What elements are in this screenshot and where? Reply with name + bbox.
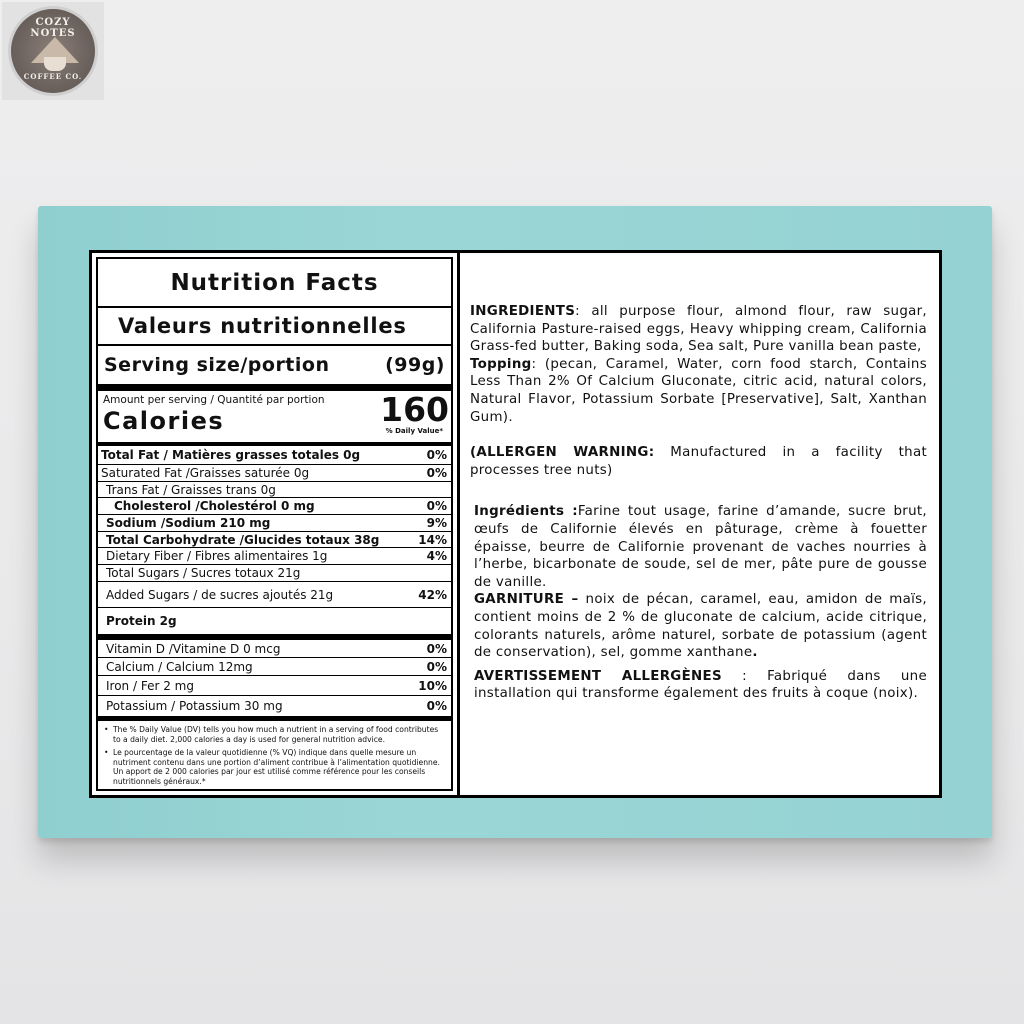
vitamin-rows <box>98 634 451 716</box>
amount-per-serving: Amount per serving / Quantité par portion <box>103 394 325 406</box>
nutrient-row: Trans Fat / Graisses trans 0g <box>98 482 451 498</box>
garniture-fr: GARNITURE – noix de pécan, caramel, eau, amidon de maïs, contient moins de 2 % de gluconate de calcium, acide citrique, colorants naturels, arôme naturel, sorbate de potassium (agent de conservation), sel, gomme xanthane. <box>474 592 927 661</box>
vitamin-row: Calcium / Calcium 12mg 0% <box>98 658 451 676</box>
nutrition-title-fr: Valeurs nutritionnelles <box>98 306 451 344</box>
nutrient-row: Total Fat / Matières grasses totales 0g 0% <box>98 446 451 465</box>
vitamin-row: Iron / Fer 2 mg 10% <box>98 676 451 696</box>
logo-bottom-text: COFFEE CO. <box>23 72 83 81</box>
nutrition-title-en: Nutrition Facts <box>170 270 379 296</box>
nutrient-rows <box>98 442 451 634</box>
topping-en: Topping: (pecan, Caramel, Water, corn food starch, Contains Less Than 2% Of Calcium Gluconate, citric acid, natural colors, Natural Flavor, Potassium Sorbate [Preservative], Salt, Xanthan Gum). <box>470 356 927 425</box>
serving-label: Serving size/portion <box>104 354 330 376</box>
nutrient-row: Cholesterol /Cholestérol 0 mg 0% <box>98 498 451 515</box>
calories-value: 160 <box>380 390 449 429</box>
calories-label: Calories <box>103 407 225 435</box>
calories-block <box>98 384 451 442</box>
serving-value: (99g) <box>385 354 445 376</box>
serving-size <box>98 344 451 384</box>
panel-divider <box>457 253 460 795</box>
ingredients-fr: Ingrédients :Farine tout usage, farine d’amande, sucre brut, œufs de Californie élevés en pâturage, crème à fouetter épaisse, beurre de Californie provenant de vaches nourries à l’herbe, bicarbonate de soude, sel de mer, pâte pure de gousse de vanille. <box>474 504 927 590</box>
logo-top-text: COZY NOTES <box>30 17 76 39</box>
nutrient-row: Total Carbohydrate /Glucides totaux 38g 14% <box>98 532 451 548</box>
coffee-cup-icon <box>44 57 66 71</box>
vitamin-row: Vitamin D /Vitamine D 0 mcg 0% <box>98 640 451 658</box>
nutrient-row: Dietary Fiber / Fibres alimentaires 1g 4% <box>98 548 451 565</box>
footnote-en: • The % Daily Value (DV) tells you how much a nutrient in a serving of food contributes to a daily diet. 2,000 calories a day is used for general nutrition advice. <box>104 725 445 744</box>
nutrient-row: Total Sugars / Sucres totaux 21g <box>98 565 451 582</box>
nutrient-row: Saturated Fat /Graisses saturée 0g 0% <box>98 465 451 482</box>
logo-seal <box>8 6 98 96</box>
allergen-warning-fr: AVERTISSEMENT ALLERGÈNES : Fabriqué dans une installation qui transforme également des fruits à coque (noix). <box>474 668 927 702</box>
ingredients-en: INGREDIENTS: all purpose flour, almond flour, raw sugar, California Pasture-raised eggs, Heavy whipping cream, California Grass-fed butter, Baking soda, Sea salt, Pure vanilla bean paste, <box>470 304 927 355</box>
ingredients-panel <box>470 253 927 703</box>
nutrition-facts-panel <box>92 253 457 795</box>
footnotes <box>98 716 451 786</box>
nutrient-row: Sodium /Sodium 210 mg 9% <box>98 515 451 532</box>
footnote-fr: • Le pourcentage de la valeur quotidienne (% VQ) indique dans quelle mesure un nutriment contenu dans une portion d’aliment contribue à l’alimentation quotidienne. Un apport de 2 000 calories par jour est utilisé comme référence pour les conseils nutritionnels généraux.* <box>104 748 445 786</box>
brand-logo <box>2 2 104 100</box>
allergen-warning-en: (ALLERGEN WARNING: Manufactured in a facility that processes tree nuts) <box>470 445 928 478</box>
daily-value-header: % Daily Value* <box>385 427 443 435</box>
nutrient-row: Added Sugars / de sucres ajoutés 21g 42% <box>98 582 451 608</box>
label-panel <box>89 250 942 798</box>
nutrient-row: Protein 2g <box>106 614 177 628</box>
vitamin-row: Potassium / Potassium 30 mg 0% <box>106 699 447 713</box>
